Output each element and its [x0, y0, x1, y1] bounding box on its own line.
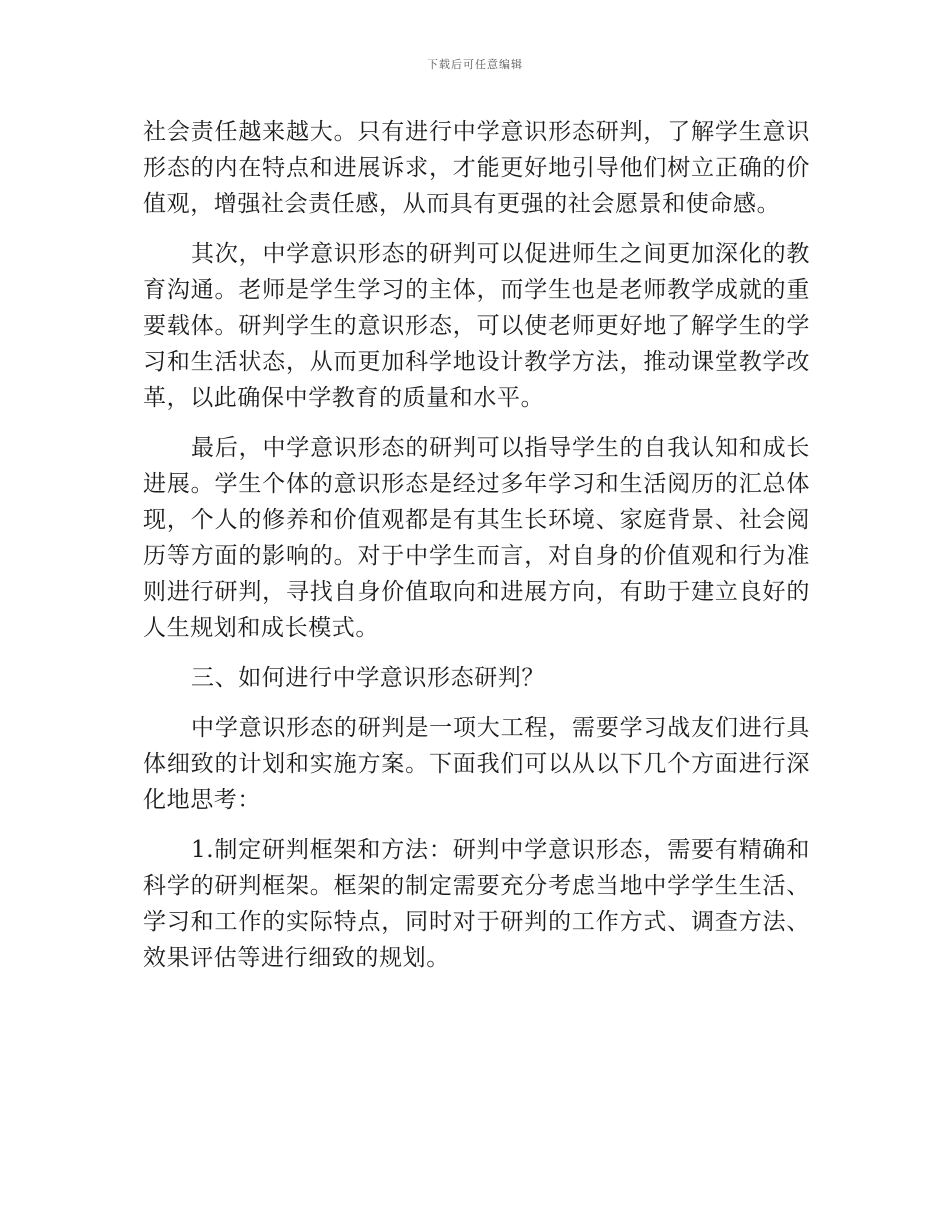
paragraph-big-project: 中学意识形态的研判是一项大工程，需要学习战友们进行具体细致的计划和实施方案。下面我们可以从以下几个方面进行深化地思考：: [143, 715, 810, 813]
paragraph-social-responsibility: 社会责任越来越大。只有进行中学意识形态研判，了解学生意识形态的内在特点和进展诉求，才能更好地引导他们树立正确的价值观，增强社会责任感，从而具有更强的社会愿景和使命感。: [143, 119, 810, 217]
paragraph-teacher-student-communication: 其次，中学意识形态的研判可以促进师生之间更加深化的教育沟通。老师是学生学习的主体，而学生也是老师教学成就的重要载体。研判学生的意识形态，可以使老师更好地了解学生的学习和生活状态，从而更加科学地设计教学方法，推动课堂教学改革，以此确保中学教育的质量和水平。: [143, 241, 810, 411]
document-body: [143, 114, 810, 990]
paragraph-framework-and-method: 1.制定研判框架和方法：研判中学意识形态，需要有精确和科学的研判框架。框架的制定需要充分考虑当地中学学生生活、学习和工作的实际特点，同时对于研判的工作方式、调查方法、效果评估等进行细致的规划。: [143, 837, 810, 971]
section-heading-how-to-research: 三、如何进行中学意识形态研判？: [191, 665, 545, 691]
paragraph-self-cognition: 最后，中学意识形态的研判可以指导学生的自我认知和成长进展。学生个体的意识形态是经过多年学习和生活阅历的汇总体现，个人的修养和价值观都是有其生长环境、家庭背景、社会阅历等方面的影响的。对于中学生而言，对自身的价值观和行为准则进行研判，寻找自身价值取向和进展方向，有助于建立良好的人生规划和成长模式。: [143, 435, 810, 641]
page-header: 下载后可任意编辑: [427, 58, 523, 71]
